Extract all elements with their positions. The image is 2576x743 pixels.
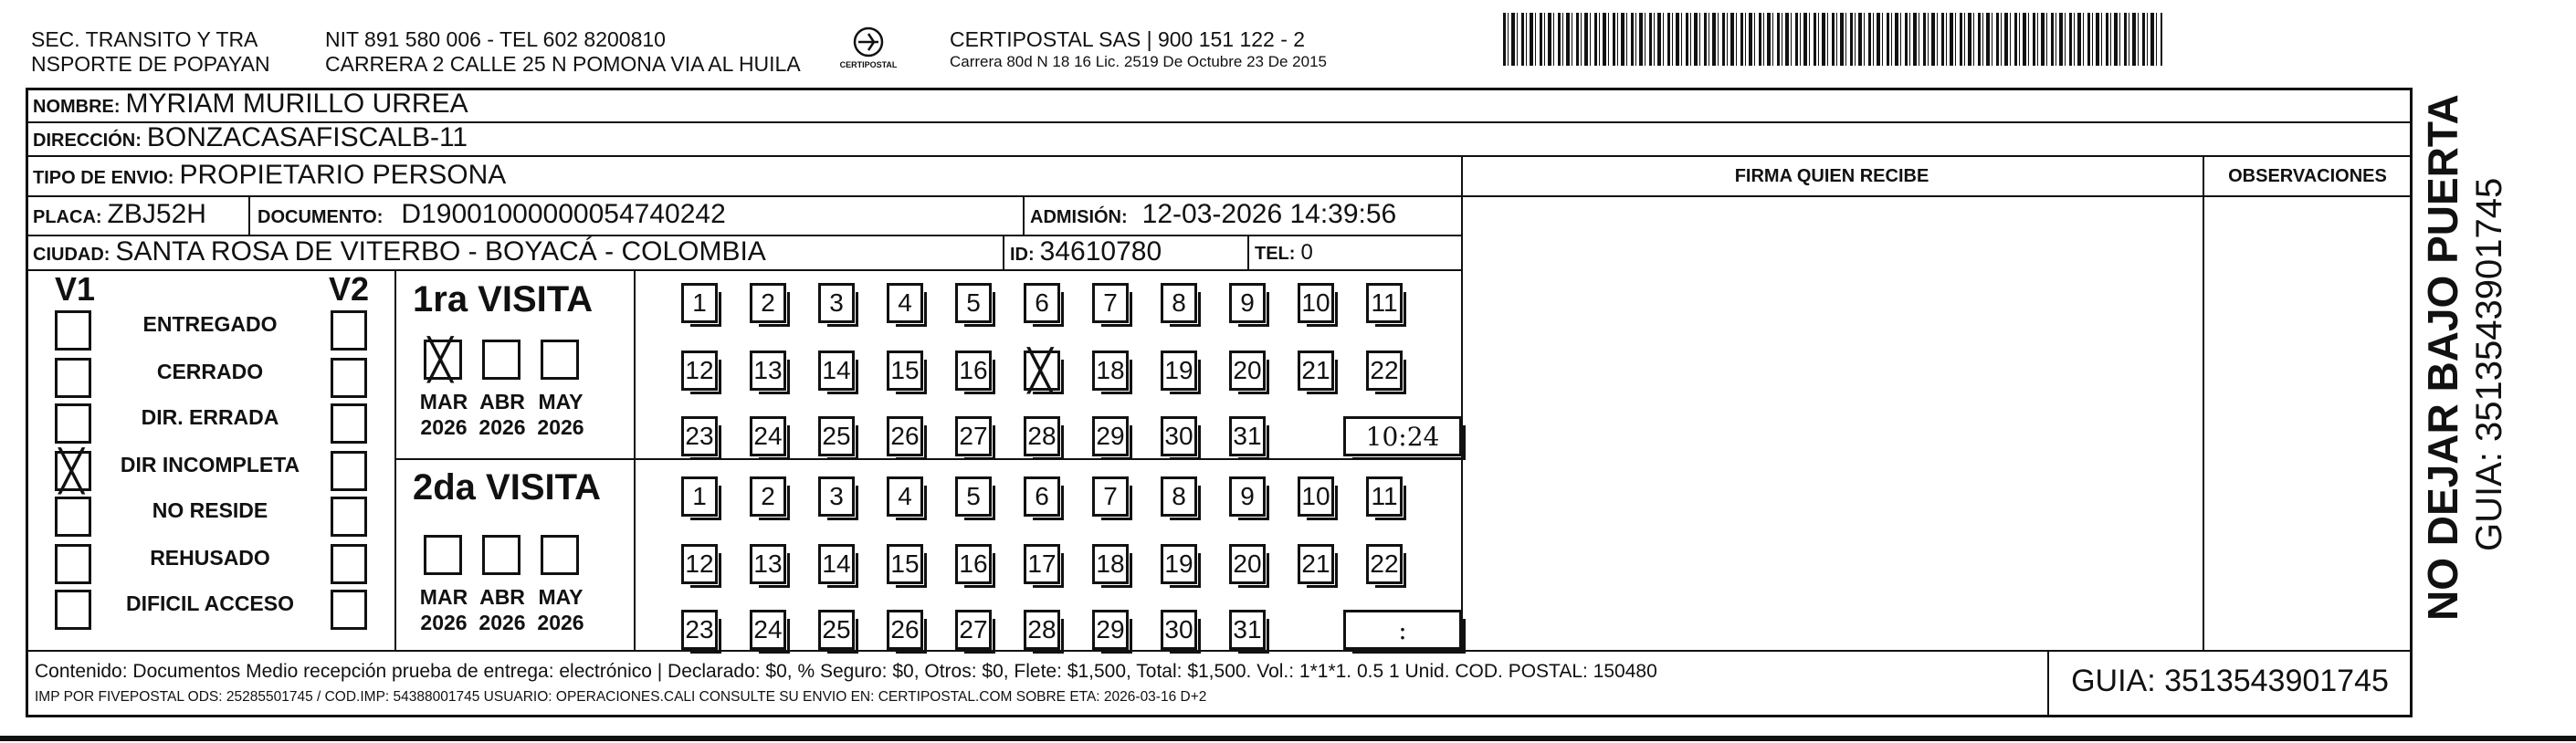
day-box[interactable]: 18	[1092, 544, 1129, 584]
day-box[interactable]: 22	[1366, 351, 1403, 391]
day-box[interactable]: 14	[818, 351, 855, 391]
day-box[interactable]	[1024, 348, 1060, 394]
day-box[interactable]: 24	[750, 416, 786, 456]
day-box[interactable]: 21	[1298, 351, 1334, 391]
day-box[interactable]: 7	[1092, 283, 1129, 323]
status-label: CERRADO	[156, 360, 264, 383]
day-box[interactable]: 13	[750, 544, 786, 584]
document-field	[258, 199, 726, 230]
month-checkbox[interactable]	[424, 535, 462, 575]
v1-checkbox[interactable]	[55, 358, 91, 398]
day-box[interactable]: 7	[1092, 476, 1129, 517]
day-box[interactable]: 31	[1229, 610, 1266, 650]
v1-header: V1	[55, 270, 96, 308]
day-box[interactable]: 30	[1161, 416, 1197, 456]
name-value: MYRIAM MURILLO URREA	[125, 89, 468, 119]
month-label: MAR	[419, 585, 468, 609]
day-box[interactable]: 26	[887, 610, 923, 650]
plate-field	[33, 199, 206, 230]
name-field	[33, 89, 468, 120]
day-box[interactable]: 25	[818, 416, 855, 456]
day-box[interactable]: 21	[1298, 544, 1334, 584]
v1-checkbox[interactable]	[55, 497, 91, 537]
visit2-title: 2da VISITA	[413, 467, 601, 508]
admission-label: ADMISIÓN:	[1030, 207, 1128, 227]
city-value: SANTA ROSA DE VITERBO - BOYACÁ - COLOMBIA	[115, 236, 766, 267]
tel-field	[1255, 240, 1313, 266]
day-box[interactable]: 20	[1229, 544, 1266, 584]
id-field	[1010, 236, 1162, 267]
day-box[interactable]: 2	[750, 283, 786, 323]
v2-checkbox[interactable]	[331, 358, 367, 398]
status-label: DIR INCOMPLETA	[120, 453, 300, 476]
day-box[interactable]: 15	[887, 351, 923, 391]
admission-field	[1030, 199, 1396, 230]
day-box[interactable]: 20	[1229, 351, 1266, 391]
city-label: CIUDAD:	[33, 245, 110, 265]
day-box[interactable]: 12	[681, 351, 718, 391]
day-box[interactable]: 14	[818, 544, 855, 584]
document-value: D19001000000054740242	[401, 199, 726, 229]
signature-column-header: FIRMA QUIEN RECIBE	[1734, 166, 1929, 186]
checkmark-x-icon: ╳	[1028, 348, 1053, 394]
logo-text: CERTIPOSTAL	[839, 60, 898, 69]
v2-checkbox[interactable]	[331, 403, 367, 444]
day-box[interactable]: 25	[818, 610, 855, 650]
tel-value: 0	[1300, 240, 1313, 265]
id-label: ID:	[1010, 245, 1035, 265]
day-box[interactable]: 24	[750, 610, 786, 650]
content-line: Contenido: Documentos Medio recepción prueba de entrega: electrónico | Declarado: $0, % Seguro: $0, Otros: $0, Flete: $1,500, Total: $1,500. Vol.: 1*1*1. 0.5 1 Unid. COD. POSTAL: 150480	[35, 661, 1657, 682]
name-label: NOMBRE:	[33, 97, 121, 117]
v2-checkbox[interactable]	[331, 451, 367, 491]
certipostal-logo	[836, 24, 900, 75]
status-label: ENTREGADO	[142, 312, 278, 336]
day-box[interactable]: 1	[681, 283, 718, 323]
v2-header: V2	[329, 270, 370, 308]
v1-checkbox[interactable]	[55, 403, 91, 444]
sender-contact	[325, 27, 801, 77]
day-box[interactable]: 28	[1024, 416, 1060, 456]
observations-column-header: OBSERVACIONES	[2228, 166, 2387, 186]
day-box[interactable]: 27	[955, 610, 992, 650]
day-box[interactable]: 31	[1229, 416, 1266, 456]
day-box[interactable]: 27	[955, 416, 992, 456]
day-box[interactable]: 10	[1298, 283, 1334, 323]
day-box[interactable]: 16	[955, 544, 992, 584]
side-guia-text: GUIA: 3513543901745	[2469, 177, 2509, 551]
sender-line-2: NSPORTE DE POPAYAN	[31, 52, 270, 76]
day-box[interactable]: 28	[1024, 610, 1060, 650]
id-value: 34610780	[1039, 236, 1162, 267]
year-label: 2026	[478, 611, 526, 634]
v2-checkbox[interactable]	[331, 310, 367, 351]
year-label: 2026	[478, 415, 526, 439]
day-box[interactable]: 23	[681, 610, 718, 650]
month-label: ABR	[479, 390, 525, 413]
address-label: DIRECCIÓN:	[33, 131, 142, 151]
month-checkbox[interactable]	[482, 535, 520, 575]
day-box[interactable]: 1	[681, 476, 718, 517]
shipment-type-value: PROPIETARIO PERSONA	[179, 160, 507, 190]
plate-label: PLACA:	[33, 207, 102, 227]
day-box[interactable]: 11	[1366, 283, 1403, 323]
year-label: 2026	[420, 415, 468, 439]
day-box[interactable]: 6	[1024, 476, 1060, 517]
day-box[interactable]: 29	[1092, 416, 1129, 456]
address-field	[33, 122, 468, 153]
month-checkbox[interactable]	[424, 337, 462, 383]
day-box[interactable]: 22	[1366, 544, 1403, 584]
v1-checkbox[interactable]	[55, 310, 91, 351]
v1-checkbox[interactable]	[55, 544, 91, 584]
day-box[interactable]: 29	[1092, 610, 1129, 650]
day-box[interactable]: 4	[887, 476, 923, 517]
company-info	[950, 27, 1327, 72]
imp-line: IMP POR FIVEPOSTAL ODS: 25285501745 / COD.IMP: 54388001745 USUARIO: OPERACIONES.CALI CONSULTE SU ENVIO EN: CERTIPOSTAL.COM SOBRE ETA: 2026-03-16 D+2	[35, 689, 1207, 705]
nit-line: NIT 891 580 006 - TEL 602 8200810	[325, 27, 666, 51]
day-box[interactable]: 30	[1161, 610, 1197, 650]
day-box[interactable]: 11	[1366, 476, 1403, 517]
day-box[interactable]: 5	[955, 283, 992, 323]
checkmark-x-icon: ╳	[59, 448, 84, 495]
year-label: 2026	[537, 415, 584, 439]
tel-label: TEL:	[1255, 244, 1296, 264]
sender-name	[31, 27, 270, 77]
shipment-type-label: TIPO DE ENVIO:	[33, 168, 174, 188]
day-box[interactable]: 18	[1092, 351, 1129, 391]
year-label: 2026	[537, 611, 584, 634]
v2-checkbox[interactable]	[331, 497, 367, 537]
city-field	[33, 236, 766, 267]
day-box[interactable]: 23	[681, 416, 718, 456]
month-checkbox[interactable]	[482, 340, 520, 380]
checkmark-x-icon: ╳	[428, 337, 453, 383]
license-line: Carrera 80d N 18 16 Lic. 2519 De Octubre 23 De 2015	[950, 53, 1327, 70]
time-box[interactable]: :	[1343, 610, 1462, 650]
shipment-type-field	[33, 160, 506, 191]
status-label: DIFICIL ACCESO	[125, 591, 294, 615]
day-box[interactable]: 16	[955, 351, 992, 391]
day-box[interactable]: 9	[1229, 283, 1266, 323]
time-box[interactable]: 10:24	[1343, 416, 1462, 456]
address-line: CARRERA 2 CALLE 25 N POMONA VIA AL HUILA	[325, 52, 801, 76]
day-box[interactable]: 19	[1161, 351, 1197, 391]
v2-checkbox[interactable]	[331, 590, 367, 630]
month-checkbox[interactable]	[541, 535, 579, 575]
v1-checkbox[interactable]	[55, 590, 91, 630]
day-box[interactable]: 8	[1161, 476, 1197, 517]
day-box[interactable]: 13	[750, 351, 786, 391]
month-label: MAY	[538, 390, 584, 413]
day-box[interactable]: 6	[1024, 283, 1060, 323]
day-box[interactable]: 3	[818, 476, 855, 517]
day-box[interactable]: 8	[1161, 283, 1197, 323]
day-box[interactable]: 10	[1298, 476, 1334, 517]
status-label: DIR. ERRADA	[141, 405, 279, 429]
year-label: 2026	[420, 611, 468, 634]
day-box[interactable]: 17	[1024, 544, 1060, 584]
month-label: MAR	[419, 390, 468, 413]
day-box[interactable]: 19	[1161, 544, 1197, 584]
month-label: ABR	[479, 585, 525, 609]
day-box[interactable]: 26	[887, 416, 923, 456]
v2-checkbox[interactable]	[331, 544, 367, 584]
barcode	[1503, 13, 2162, 66]
document-label: DOCUMENTO:	[258, 207, 384, 227]
company-line: CERTIPOSTAL SAS | 900 151 122 - 2	[950, 27, 1306, 51]
no-dejar-bajo-puerta-text: NO DEJAR BAJO PUERTA	[2419, 94, 2466, 621]
address-value: BONZACASAFISCALB-11	[146, 122, 468, 152]
status-label: REHUSADO	[150, 546, 270, 570]
day-box[interactable]: 15	[887, 544, 923, 584]
month-checkbox[interactable]	[541, 340, 579, 380]
day-box[interactable]: 9	[1229, 476, 1266, 517]
month-label: MAY	[538, 585, 584, 609]
day-box[interactable]: 12	[681, 544, 718, 584]
visit1-title: 1ra VISITA	[413, 279, 594, 319]
day-box[interactable]: 3	[818, 283, 855, 323]
day-box[interactable]: 2	[750, 476, 786, 517]
admission-value: 12-03-2026 14:39:56	[1141, 199, 1397, 229]
sender-line-1: SEC. TRANSITO Y TRA	[31, 27, 258, 51]
guia-footer: GUIA: 3513543901745	[2071, 664, 2389, 698]
plate-value: ZBJ52H	[107, 199, 206, 229]
day-box[interactable]: 5	[955, 476, 992, 517]
status-label: NO RESIDE	[152, 498, 268, 522]
v1-checkbox[interactable]	[55, 448, 91, 495]
day-box[interactable]: 4	[887, 283, 923, 323]
